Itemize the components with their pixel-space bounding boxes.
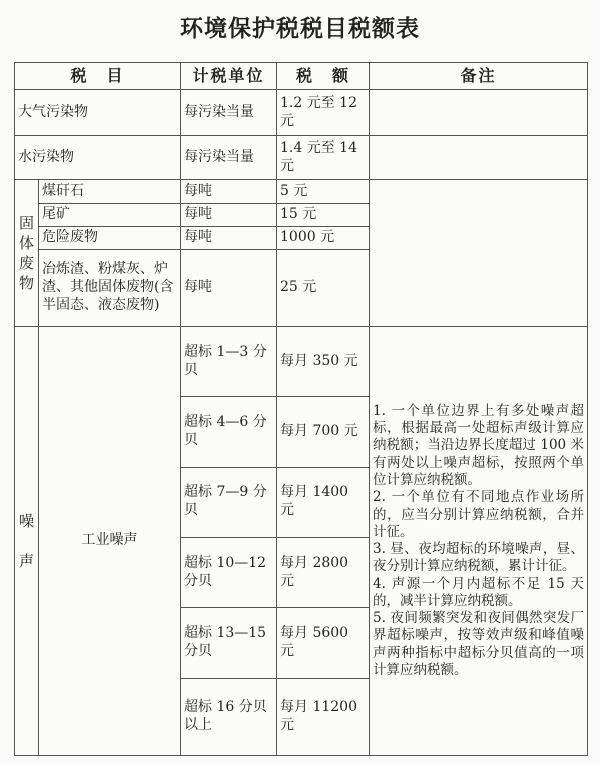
noise-unit: 超标 7—9 分贝 xyxy=(181,467,277,537)
solid-amount: 25 元 xyxy=(277,249,370,326)
noise-item: 工业噪声 xyxy=(39,327,181,756)
noise-amount: 每月 700 元 xyxy=(277,397,370,467)
solid-unit: 每吨 xyxy=(181,180,277,203)
noise-unit: 超标 13—15 分贝 xyxy=(181,608,277,678)
tax-table xyxy=(14,62,588,756)
noise-unit: 超标 16 分贝以上 xyxy=(181,678,277,755)
header-unit: 计税单位 xyxy=(181,63,277,90)
header-note: 备注 xyxy=(370,63,588,90)
noise-amount: 每月 1400 元 xyxy=(277,467,370,537)
solid-row xyxy=(15,180,588,203)
noise-category-cell xyxy=(15,327,39,756)
air-unit: 每污染当量 xyxy=(181,90,277,136)
note-item: 4. 声源一个月内超标不足 15 天的，减半计算应纳税额。 xyxy=(373,575,585,609)
noise-row xyxy=(15,327,588,397)
noise-notes xyxy=(370,327,588,756)
air-note xyxy=(370,90,588,136)
noise-amount: 每月 5600 元 xyxy=(277,608,370,678)
noise-category: 噪声 xyxy=(18,512,34,571)
solid-category-cell xyxy=(15,180,39,327)
noise-amount: 每月 11200 元 xyxy=(277,678,370,755)
header-row xyxy=(15,63,588,90)
water-note xyxy=(370,136,588,180)
water-amount: 1.4 元至 14 元 xyxy=(277,136,370,180)
note-item: 2. 一个单位有不同地点作业场所的，应当分别计算应纳税额，合并计征。 xyxy=(373,489,585,540)
air-amount: 1.2 元至 12 元 xyxy=(277,90,370,136)
water-row xyxy=(15,136,588,180)
noise-unit: 超标 4—6 分贝 xyxy=(181,397,277,467)
solid-unit: 每吨 xyxy=(181,226,277,249)
note-item: 5. 夜间频繁突发和夜间偶然突发厂界超标噪声，按等效声级和峰值噪声两种指标中超标分贝值高的一项计算应纳税额。 xyxy=(373,610,585,678)
header-amount: 税 额 xyxy=(277,63,370,90)
noise-amount: 每月 350 元 xyxy=(277,327,370,397)
document-title: 环境保护税税目税额表 xyxy=(180,15,420,42)
solid-item: 危险废物 xyxy=(39,226,181,249)
noise-unit: 超标 1—3 分贝 xyxy=(181,327,277,397)
solid-amount: 1000 元 xyxy=(277,226,370,249)
note-item: 1. 一个单位边界上有多处噪声超标，根据最高一处超标声级计算应纳税额；当沿边界长度超过 100 米有两处以上噪声超标，按照两个单位计算应纳税额。 xyxy=(373,402,585,488)
water-unit: 每污染当量 xyxy=(181,136,277,180)
solid-amount: 15 元 xyxy=(277,203,370,226)
noise-amount: 每月 2800 元 xyxy=(277,537,370,607)
solid-unit: 每吨 xyxy=(181,203,277,226)
header-item: 税 目 xyxy=(15,63,181,90)
solid-unit: 每吨 xyxy=(181,249,277,326)
note-item: 3. 昼、夜均超标的环境噪声，昼、夜分别计算应纳税额，累计计征。 xyxy=(373,541,585,575)
air-item: 大气污染物 xyxy=(15,90,181,136)
solid-item: 煤矸石 xyxy=(39,180,181,203)
water-item: 水污染物 xyxy=(15,136,181,180)
solid-category: 固体废物 xyxy=(18,213,34,292)
solid-amount: 5 元 xyxy=(277,180,370,203)
air-row xyxy=(15,90,588,136)
solid-note xyxy=(370,180,588,327)
solid-item: 尾矿 xyxy=(39,203,181,226)
solid-item: 冶炼渣、粉煤灰、炉渣、其他固体废物(含半固态、液态废物) xyxy=(39,249,181,326)
noise-unit: 超标 10—12 分贝 xyxy=(181,537,277,607)
